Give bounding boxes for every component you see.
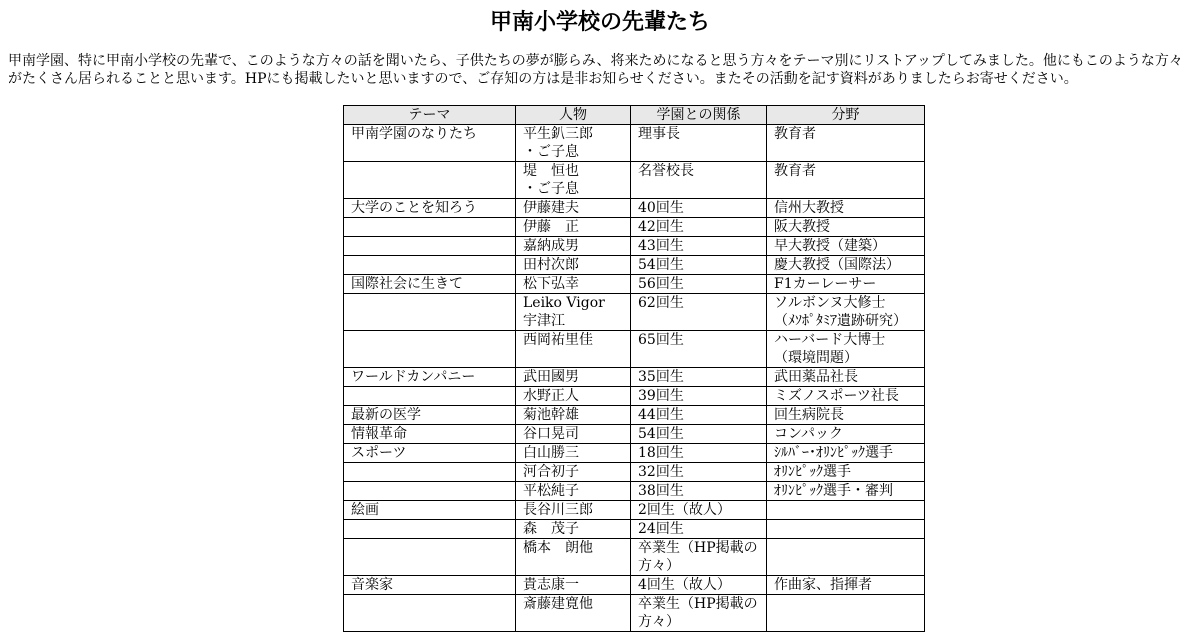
cell-relation bbox=[631, 237, 767, 256]
cell-theme bbox=[344, 463, 516, 482]
cell-person bbox=[516, 539, 631, 576]
cell-field bbox=[767, 501, 925, 520]
cell-relation-line: 54回生 bbox=[638, 426, 684, 442]
table-row bbox=[344, 162, 925, 199]
cell-field bbox=[767, 387, 925, 406]
cell-theme: 最新の医学 bbox=[344, 406, 516, 425]
cell-field-line: 慶大教授（国際法） bbox=[774, 257, 900, 273]
cell-relation bbox=[631, 331, 767, 368]
table-row bbox=[344, 463, 925, 482]
cell-relation bbox=[631, 444, 767, 463]
cell-relation-line: 24回生 bbox=[638, 521, 684, 537]
table-header-row bbox=[344, 106, 925, 125]
cell-person-line: 森 茂子 bbox=[523, 521, 579, 537]
cell-theme bbox=[344, 331, 516, 368]
cell-relation bbox=[631, 463, 767, 482]
cell-person bbox=[516, 162, 631, 199]
cell-field-line: 武田薬品社長 bbox=[774, 369, 858, 385]
table-row bbox=[344, 387, 925, 406]
cell-theme: 情報革命 bbox=[344, 425, 516, 444]
cell-theme: スポーツ bbox=[344, 444, 516, 463]
cell-relation-line: 38回生 bbox=[638, 483, 684, 499]
cell-field-line: 教育者 bbox=[774, 126, 816, 142]
cell-field bbox=[767, 595, 925, 632]
cell-relation-line: 39回生 bbox=[638, 388, 684, 404]
cell-person-line: 平松純子 bbox=[523, 483, 579, 499]
cell-relation-line: 42回生 bbox=[638, 219, 684, 235]
table-row bbox=[344, 520, 925, 539]
cell-person-line: 長谷川三郎 bbox=[523, 502, 593, 518]
senpai-table bbox=[343, 105, 925, 632]
cell-person bbox=[516, 425, 631, 444]
cell-field-line: F1カーレーサー bbox=[774, 276, 877, 292]
cell-relation-line: 43回生 bbox=[638, 238, 684, 254]
cell-field-line: ハーバード大博士 bbox=[774, 332, 886, 348]
intro-paragraph: 甲南学園、特に甲南小学校の先輩で、このような方々の話を聞いたら、子供たちの夢が膨らみ、将来ためになると思う方々をテーマ別にリストアップしてみました。他にもこのような方々がたくさん居られることと思います。HPにも掲載したいと思いますので、ご存知の方は是非お知らせください。またその活動を記す資料がありましたらお寄せください。 bbox=[8, 53, 1183, 87]
table-row bbox=[344, 237, 925, 256]
cell-person bbox=[516, 520, 631, 539]
header-relation: 学園との関係 bbox=[631, 106, 767, 125]
cell-relation bbox=[631, 294, 767, 331]
cell-field bbox=[767, 520, 925, 539]
cell-relation bbox=[631, 501, 767, 520]
cell-theme bbox=[344, 482, 516, 501]
cell-theme: 甲南学園のなりたち bbox=[344, 125, 516, 162]
cell-relation-line: 40回生 bbox=[638, 200, 684, 216]
cell-field-line: 早大教授（建築） bbox=[774, 238, 886, 254]
cell-person bbox=[516, 482, 631, 501]
cell-relation-line: 4回生（故人） bbox=[638, 577, 731, 593]
table-row bbox=[344, 595, 925, 632]
table-row bbox=[344, 482, 925, 501]
cell-person-line: 斎藤建寛他 bbox=[523, 596, 593, 612]
table-row bbox=[344, 501, 925, 520]
cell-field bbox=[767, 275, 925, 294]
cell-theme: 音楽家 bbox=[344, 576, 516, 595]
cell-theme bbox=[344, 218, 516, 237]
cell-theme: 絵画 bbox=[344, 501, 516, 520]
cell-relation-line: 56回生 bbox=[638, 276, 684, 292]
table-row bbox=[344, 539, 925, 576]
cell-person-line: 田村次郎 bbox=[523, 257, 579, 273]
cell-relation-line: 理事長 bbox=[638, 126, 680, 142]
cell-field-line: ｵﾘﾝﾋﾟｯｸ選手・審判 bbox=[774, 483, 893, 499]
cell-field bbox=[767, 463, 925, 482]
cell-field bbox=[767, 444, 925, 463]
cell-relation bbox=[631, 218, 767, 237]
header-theme: テーマ bbox=[344, 106, 516, 125]
cell-person-line: 水野正人 bbox=[523, 388, 579, 404]
cell-relation bbox=[631, 199, 767, 218]
cell-field bbox=[767, 425, 925, 444]
cell-field-line: ミズノスポーツ社長 bbox=[774, 388, 899, 404]
cell-theme bbox=[344, 595, 516, 632]
cell-person bbox=[516, 218, 631, 237]
cell-person-line: 堤 恒也 bbox=[523, 163, 579, 179]
cell-field-line: 作曲家、指揮者 bbox=[774, 577, 872, 593]
cell-person-line: 河合初子 bbox=[523, 464, 579, 480]
cell-field-line: ソルボンヌ大修士 bbox=[774, 295, 886, 311]
cell-relation-line: 方々） bbox=[638, 614, 680, 630]
cell-relation-line: 62回生 bbox=[638, 295, 684, 311]
cell-person bbox=[516, 576, 631, 595]
cell-field bbox=[767, 125, 925, 162]
table-row bbox=[344, 406, 925, 425]
table-row bbox=[344, 218, 925, 237]
cell-relation bbox=[631, 368, 767, 387]
table-row bbox=[344, 125, 925, 162]
table-row bbox=[344, 368, 925, 387]
table-row bbox=[344, 576, 925, 595]
cell-person bbox=[516, 331, 631, 368]
cell-relation-line: 18回生 bbox=[638, 445, 684, 461]
cell-relation bbox=[631, 162, 767, 199]
cell-relation bbox=[631, 520, 767, 539]
cell-field bbox=[767, 539, 925, 576]
cell-person bbox=[516, 595, 631, 632]
cell-theme bbox=[344, 520, 516, 539]
cell-relation bbox=[631, 482, 767, 501]
cell-person bbox=[516, 256, 631, 275]
cell-relation-line: 44回生 bbox=[638, 407, 684, 423]
cell-person-line: ・ご子息 bbox=[523, 181, 579, 197]
cell-person-line: 菊池幹雄 bbox=[523, 407, 579, 423]
cell-field-line: 回生病院長 bbox=[774, 407, 844, 423]
cell-field-line: 信州大教授 bbox=[774, 200, 844, 216]
cell-person-line: 白山勝三 bbox=[523, 445, 579, 461]
cell-person bbox=[516, 294, 631, 331]
cell-person bbox=[516, 125, 631, 162]
cell-person bbox=[516, 501, 631, 520]
cell-person bbox=[516, 275, 631, 294]
cell-field bbox=[767, 256, 925, 275]
table-row bbox=[344, 444, 925, 463]
cell-person-line: 谷口晃司 bbox=[523, 426, 579, 442]
cell-relation-line: 名誉校長 bbox=[638, 163, 694, 179]
cell-person bbox=[516, 237, 631, 256]
cell-field bbox=[767, 237, 925, 256]
cell-person-line: Leiko Vigor bbox=[523, 295, 605, 311]
cell-field bbox=[767, 294, 925, 331]
cell-person bbox=[516, 444, 631, 463]
cell-person bbox=[516, 463, 631, 482]
cell-field-line: ｼﾙﾊﾞｰ･ｵﾘﾝﾋﾟｯｸ選手 bbox=[774, 445, 893, 461]
cell-field-line: （ﾒｿﾎﾟﾀﾐｱ遺跡研究） bbox=[774, 313, 907, 329]
cell-person-line: 橋本 朗他 bbox=[523, 540, 593, 556]
cell-relation bbox=[631, 595, 767, 632]
cell-relation-line: 卒業生（HP掲載の bbox=[638, 540, 758, 556]
cell-relation-line: 2回生（故人） bbox=[638, 502, 731, 518]
cell-person-line: 伊藤 正 bbox=[523, 219, 579, 235]
cell-theme bbox=[344, 237, 516, 256]
cell-field bbox=[767, 331, 925, 368]
cell-relation-line: 35回生 bbox=[638, 369, 684, 385]
cell-field-line: （環境問題） bbox=[774, 350, 858, 366]
cell-person-line: 伊藤建夫 bbox=[523, 200, 579, 216]
cell-person bbox=[516, 387, 631, 406]
cell-person-line: ・ご子息 bbox=[523, 144, 579, 160]
cell-person-line: 西岡祐里佳 bbox=[523, 332, 593, 348]
table-row bbox=[344, 275, 925, 294]
cell-person bbox=[516, 368, 631, 387]
cell-relation bbox=[631, 406, 767, 425]
cell-field bbox=[767, 162, 925, 199]
header-person: 人物 bbox=[516, 106, 631, 125]
cell-field bbox=[767, 482, 925, 501]
cell-theme: 国際社会に生きて bbox=[344, 275, 516, 294]
cell-theme bbox=[344, 256, 516, 275]
cell-field-line: 阪大教授 bbox=[774, 219, 830, 235]
table-row bbox=[344, 294, 925, 331]
cell-field-line: コンパック bbox=[774, 426, 844, 442]
cell-person bbox=[516, 199, 631, 218]
cell-person-line: 武田國男 bbox=[523, 369, 579, 385]
cell-theme bbox=[344, 162, 516, 199]
cell-person-line: 松下弘幸 bbox=[523, 276, 579, 292]
table-row bbox=[344, 256, 925, 275]
cell-theme: 大学のことを知ろう bbox=[344, 199, 516, 218]
cell-person-line: 貴志康一 bbox=[523, 577, 579, 593]
cell-person-line: 平生釟三郎 bbox=[523, 126, 593, 142]
cell-relation bbox=[631, 539, 767, 576]
cell-relation-line: 方々） bbox=[638, 558, 680, 574]
cell-relation bbox=[631, 256, 767, 275]
table-body bbox=[344, 125, 925, 632]
cell-theme bbox=[344, 294, 516, 331]
cell-field bbox=[767, 368, 925, 387]
cell-relation-line: 65回生 bbox=[638, 332, 684, 348]
cell-relation bbox=[631, 125, 767, 162]
cell-relation-line: 32回生 bbox=[638, 464, 684, 480]
cell-field bbox=[767, 406, 925, 425]
table-row bbox=[344, 199, 925, 218]
table-row bbox=[344, 331, 925, 368]
header-field: 分野 bbox=[767, 106, 925, 125]
cell-person bbox=[516, 406, 631, 425]
cell-relation-line: 54回生 bbox=[638, 257, 684, 273]
cell-field bbox=[767, 576, 925, 595]
cell-field bbox=[767, 199, 925, 218]
cell-person-line: 嘉納成男 bbox=[523, 238, 579, 254]
cell-theme: ワールドカンパニー bbox=[344, 368, 516, 387]
cell-relation bbox=[631, 425, 767, 444]
table-row bbox=[344, 425, 925, 444]
cell-relation bbox=[631, 387, 767, 406]
cell-relation-line: 卒業生（HP掲載の bbox=[638, 596, 758, 612]
cell-relation bbox=[631, 275, 767, 294]
cell-theme bbox=[344, 387, 516, 406]
cell-theme bbox=[344, 539, 516, 576]
cell-field-line: 教育者 bbox=[774, 163, 816, 179]
page-title: 甲南小学校の先輩たち bbox=[489, 10, 710, 35]
cell-field-line: ｵﾘﾝﾋﾟｯｸ選手 bbox=[774, 464, 851, 480]
cell-relation bbox=[631, 576, 767, 595]
cell-person-line: 宇津江 bbox=[523, 313, 565, 329]
cell-field bbox=[767, 218, 925, 237]
